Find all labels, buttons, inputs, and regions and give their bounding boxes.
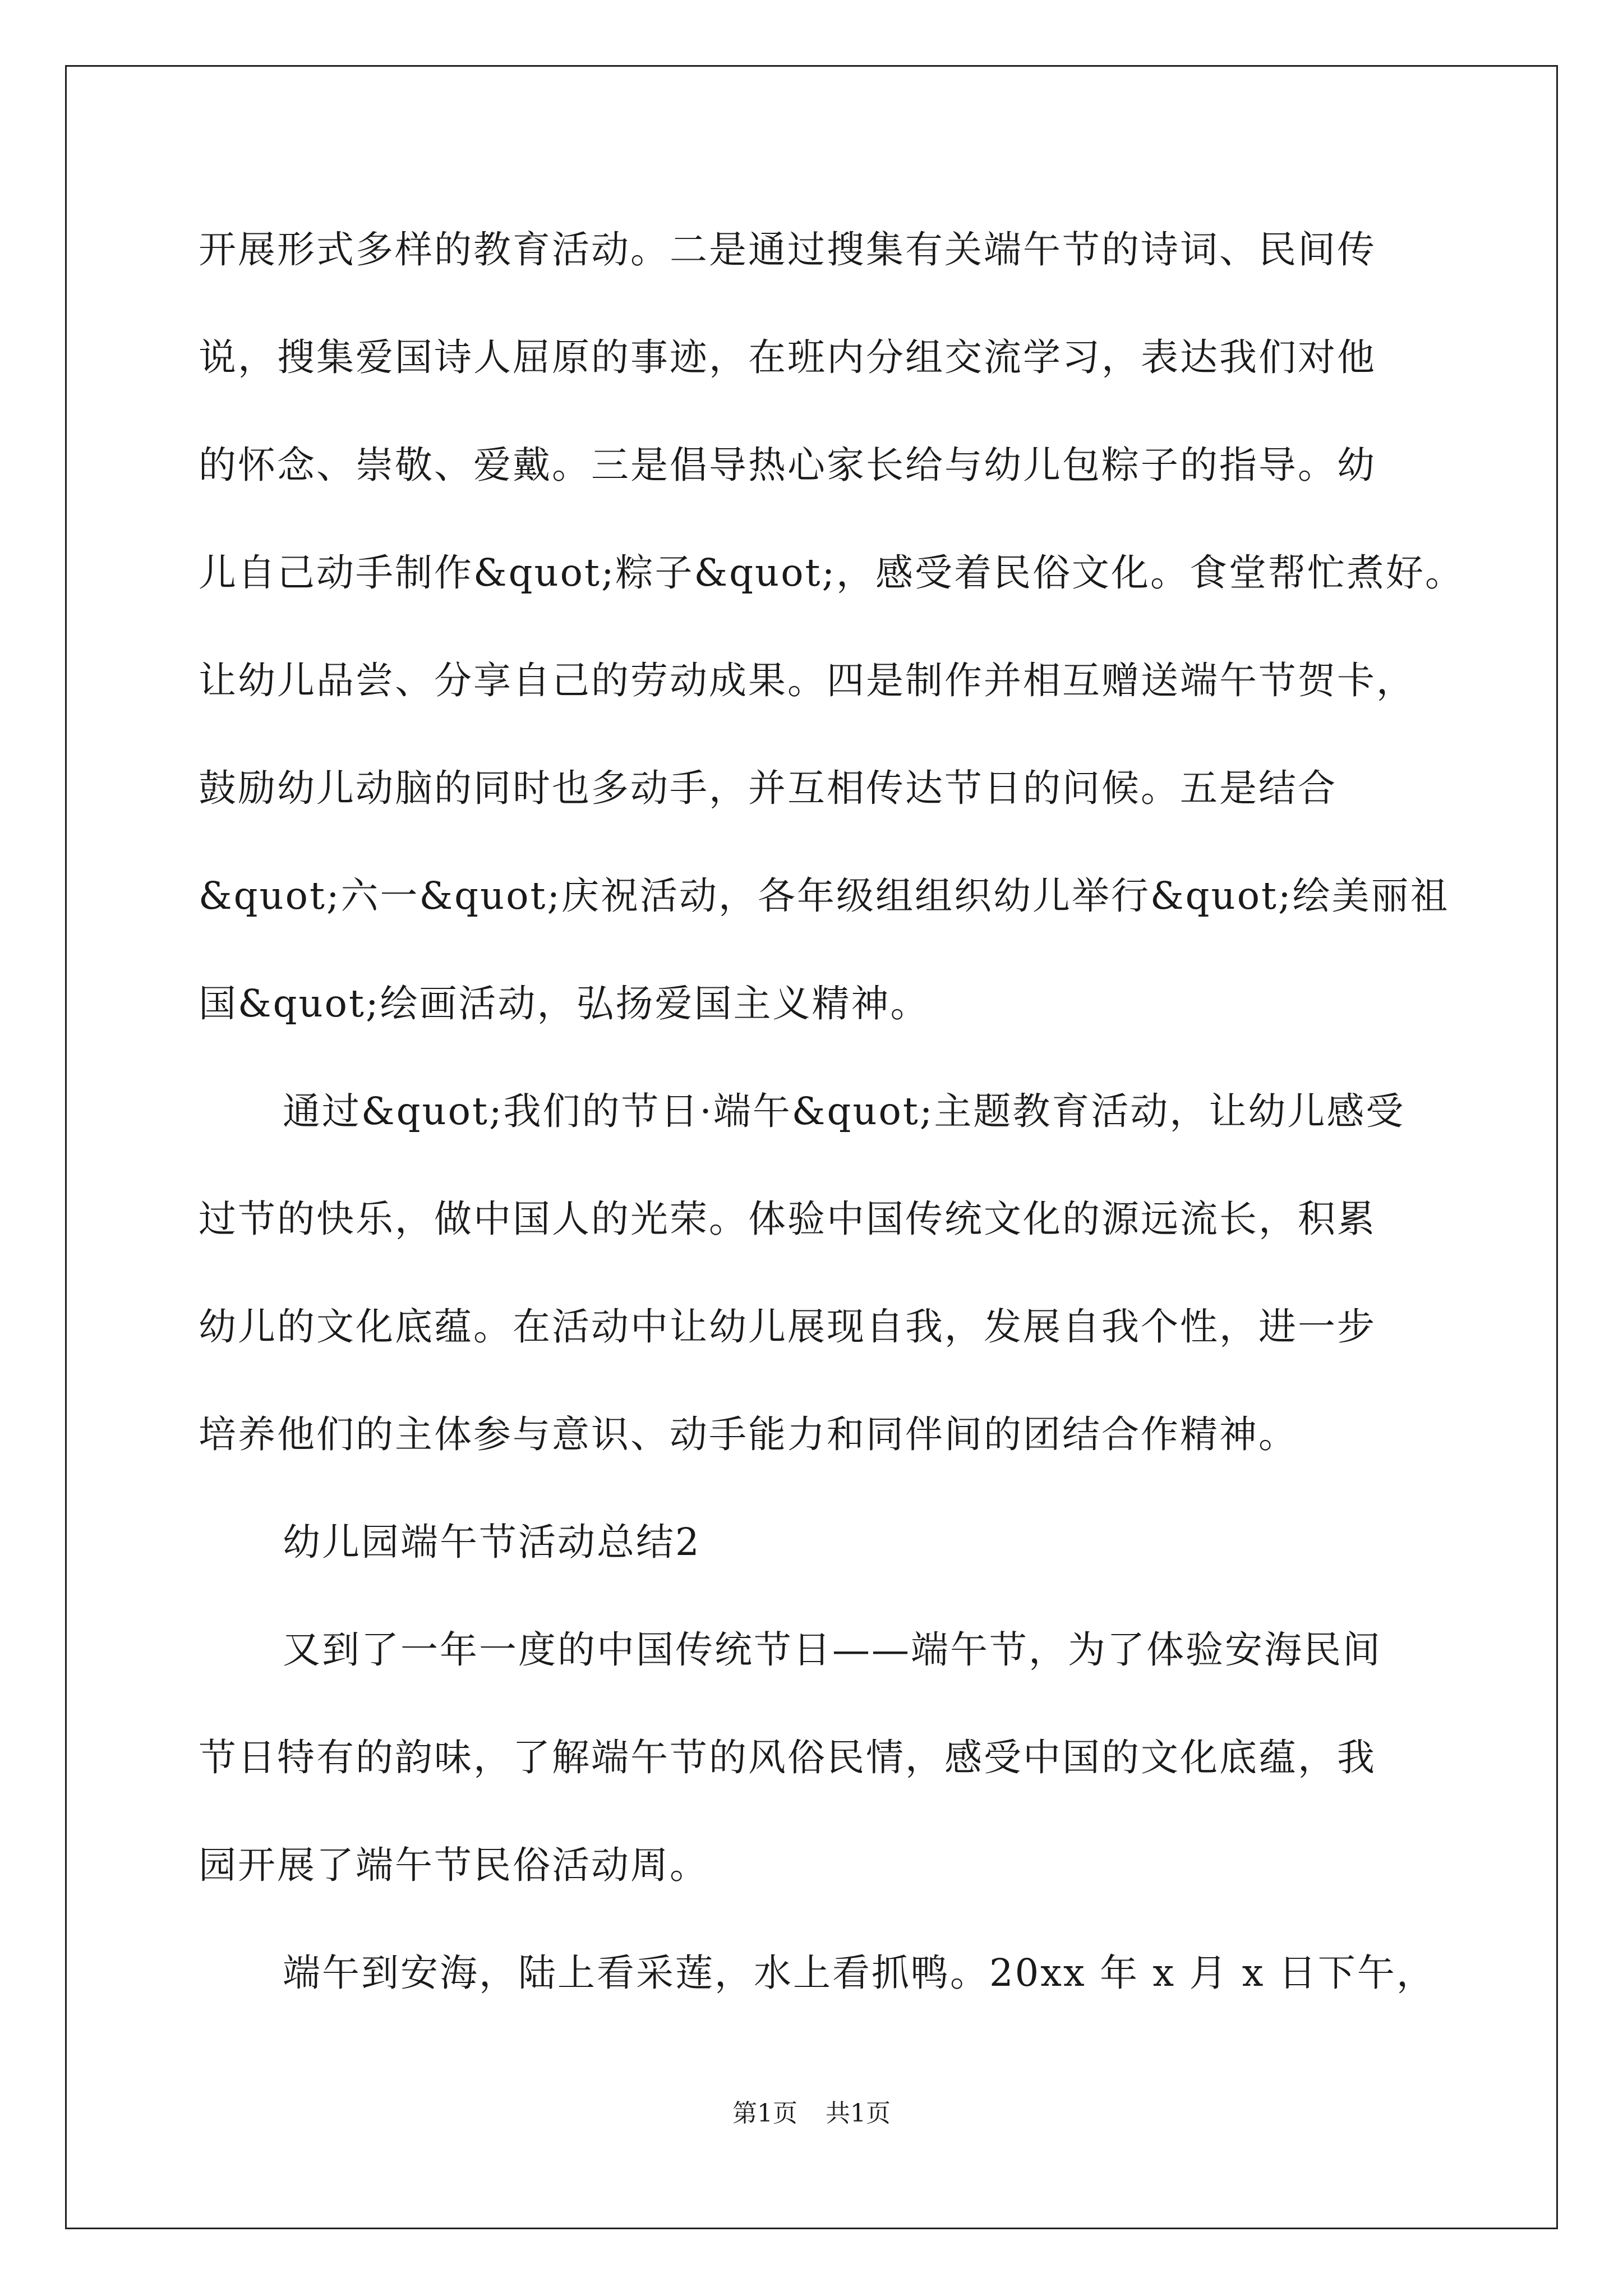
page-number: 第1页 — [732, 2099, 797, 2128]
page-footer — [0, 2097, 1623, 2131]
text-line: 让幼儿品尝、分享自己的劳动成果。四是制作并相互赠送端午节贺卡， — [199, 659, 1415, 702]
text-line: 幼儿的文化底蕴。在活动中让幼儿展现自我，发展自我个性，进一步 — [199, 1305, 1376, 1349]
paragraph-start-line: 又到了一年一度的中国传统节日——端午节，为了体验安海民间 — [283, 1628, 1382, 1672]
text-line: &quot;六一&quot;庆祝活动，各年级组组织幼儿举行&quot;绘美丽祖 — [199, 874, 1450, 918]
page-total: 共1页 — [826, 2099, 891, 2128]
text-line: 过节的快乐，做中国人的光荣。体验中国传统文化的源远流长，积累 — [199, 1197, 1376, 1241]
text-line: 开展形式多样的教育活动。二是通过搜集有关端午节的诗词、民间传 — [199, 228, 1376, 272]
text-line: 国&quot;绘画活动，弘扬爱国主义精神。 — [199, 982, 930, 1025]
text-line: 儿自己动手制作&quot;粽子&quot;，感受着民俗文化。食堂帮忙煮好。 — [199, 551, 1465, 595]
text-line: 园开展了端午节民俗活动周。 — [199, 1843, 709, 1887]
paragraph-start-line: 通过&quot;我们的节日·端午&quot;主题教育活动，让幼儿感受 — [283, 1089, 1405, 1133]
text-line: 培养他们的主体参与意识、动手能力和同伴间的团结合作精神。 — [199, 1412, 1298, 1456]
text-line: 鼓励幼儿动脑的同时也多动手，并互相传达节日的问候。五是结合 — [199, 766, 1337, 810]
text-line: 说，搜集爱国诗人屈原的事迹，在班内分组交流学习，表达我们对他 — [199, 335, 1376, 379]
text-line: 节日特有的韵味，了解端午节的风俗民情，感受中国的文化底蕴，我 — [199, 1736, 1376, 1779]
section-heading: 幼儿园端午节活动总结2 — [283, 1520, 701, 1564]
text-line: 的怀念、崇敬、爱戴。三是倡导热心家长给与幼儿包粽子的指导。幼 — [199, 443, 1376, 487]
document-body — [199, 216, 1465, 2047]
paragraph-start-line: 端午到安海，陆上看采莲，水上看抓鸭。20xx 年 x 月 x 日下午， — [283, 1951, 1436, 1995]
